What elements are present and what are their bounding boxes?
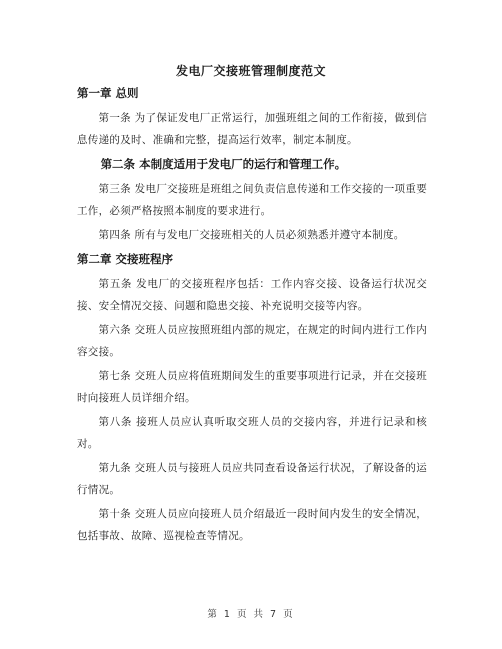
article-paragraph: 第七条 交班人员应将值班期间发生的重要事项进行记录，并在交接班时向接班人员详细介绍。 (77, 370, 427, 404)
chapter-heading: 第二章 交接班程序 (77, 252, 174, 266)
article-paragraph: 第八条 接班人员应认真听取交班人员的交接内容，并进行记录和核对。 (77, 416, 427, 450)
article-paragraph: 第九条 交班人员与接班人员应共同查看设备运行状况，了解设备的运行情况。 (77, 462, 427, 496)
document-title: 发电厂交接班管理制度范文 (175, 64, 326, 78)
document-body (77, 82, 427, 549)
page-number-footer: 第 1 页 共 7 页 (207, 609, 295, 620)
article-paragraph: 第三条 发电厂交接班是班组之间负责信息传递和工作交接的一项重要工作，必须严格按照本制度的要求进行。 (77, 183, 427, 217)
article-paragraph: 第四条 所有与发电厂交接班相关的人员必须熟悉并遵守本制度。 (98, 229, 405, 241)
article-paragraph: 第六条 交班人员应按照班组内部的规定，在规定的时间内进行工作内容交接。 (77, 324, 427, 358)
article-paragraph: 第五条 发电厂的交接班程序包括：工作内容交接、设备运行状况交接、安全情况交接、问题和隐患交接、补充说明交接等内容。 (77, 278, 427, 312)
article-heading: 第二条 本制度适用于发电厂的运行和管理工作。 (100, 157, 347, 171)
article-paragraph: 第一条 为了保证发电厂正常运行，加强班组之间的工作衔接，做到信息传递的及时、准确和完整，提高运行效率，制定本制度。 (77, 112, 427, 146)
chapter-heading: 第一章 总则 (77, 86, 139, 100)
article-paragraph: 第十条 交班人员应向接班人员介绍最近一段时间内发生的安全情况，包括事故、故障、巡视检查等情况。 (77, 508, 427, 542)
